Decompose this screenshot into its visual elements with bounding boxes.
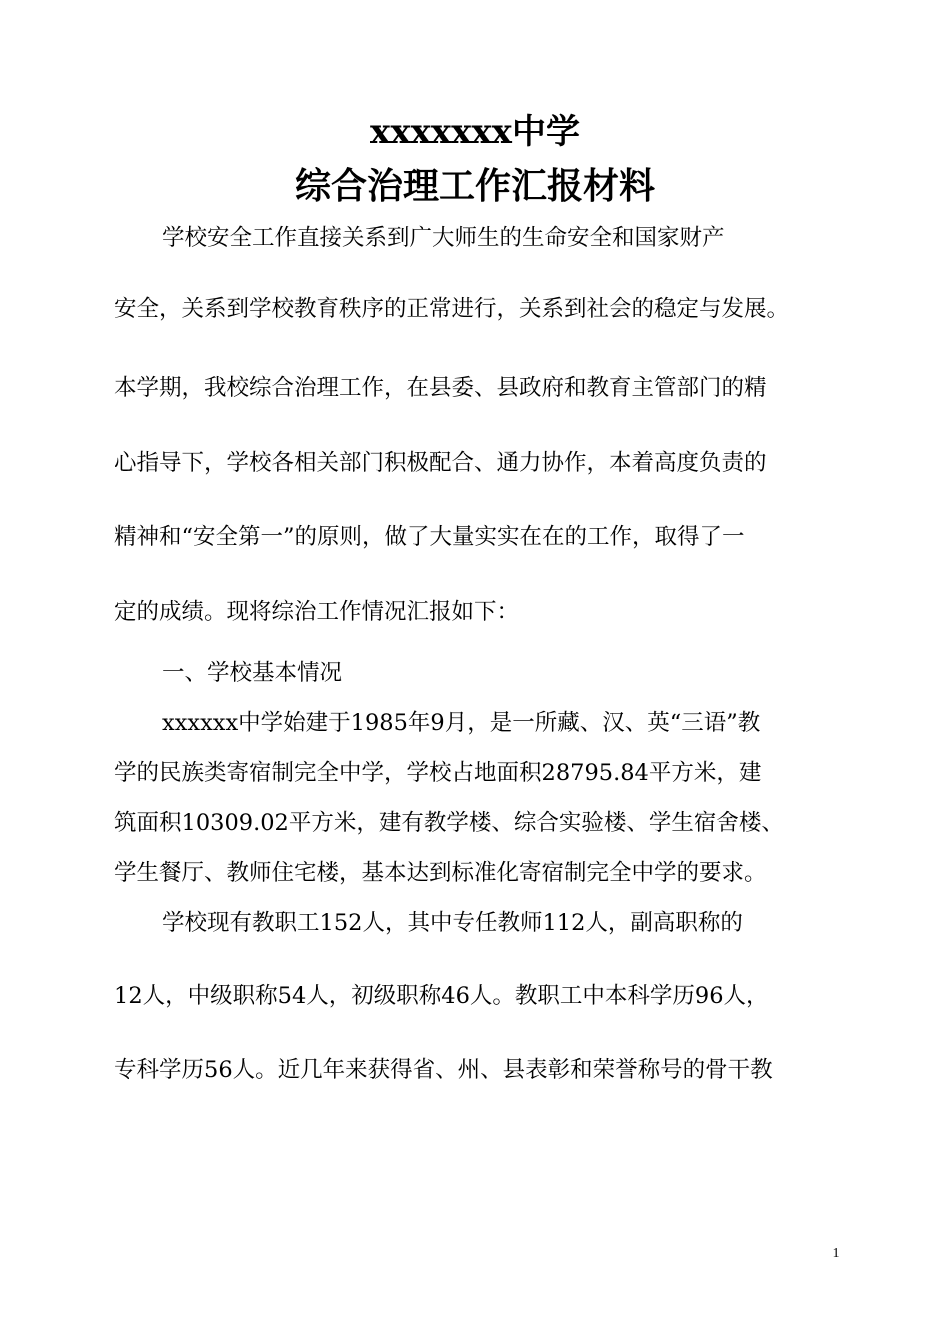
- paragraph-line-6: 定的成绩。现将综治工作情况汇报如下：: [114, 599, 520, 625]
- paragraph-line-11: 学校现有教职工152人，其中专任教师112人，副高职称的: [162, 910, 743, 936]
- document-title-report: 综合治理工作汇报材料: [294, 165, 655, 207]
- paragraph-line-9: 筑面积10309.02平方米，建有教学楼、综合实验楼、学生宿舍楼、: [114, 810, 784, 836]
- paragraph-line-1: 学校安全工作直接关系到广大师生的生命安全和国家财产: [162, 225, 725, 251]
- page-number: 1: [832, 1246, 840, 1261]
- paragraph-line-8: 学的民族类寄宿制完全中学，学校占地面积28795.84平方米，建: [114, 760, 762, 786]
- paragraph-line-5: 精神和“安全第一”的原则，做了大量实实在在的工作，取得了一: [114, 524, 745, 550]
- document-title-school: xxxxxxx中学: [370, 112, 580, 152]
- paragraph-line-13: 专科学历56人。近几年来获得省、州、县表彰和荣誉称号的骨干教: [114, 1057, 773, 1083]
- section-heading-basic-info: 一、学校基本情况: [162, 660, 343, 686]
- paragraph-line-10: 学生餐厅、教师住宅楼，基本达到标准化寄宿制完全中学的要求。: [114, 860, 767, 886]
- paragraph-line-7: xxxxxx中学始建于1985年9月，是一所藏、汉、英“三语”教: [162, 710, 761, 736]
- paragraph-line-3: 本学期，我校综合治理工作，在县委、县政府和教育主管部门的精: [114, 375, 767, 401]
- paragraph-line-4: 心指导下，学校各相关部门积极配合、通力协作，本着高度负责的: [114, 450, 767, 476]
- paragraph-line-12: 12人，中级职称54人，初级职称46人。教职工中本科学历96人，: [114, 983, 769, 1009]
- paragraph-line-2: 安全，关系到学校教育秩序的正常进行，关系到社会的稳定与发展。: [114, 296, 790, 322]
